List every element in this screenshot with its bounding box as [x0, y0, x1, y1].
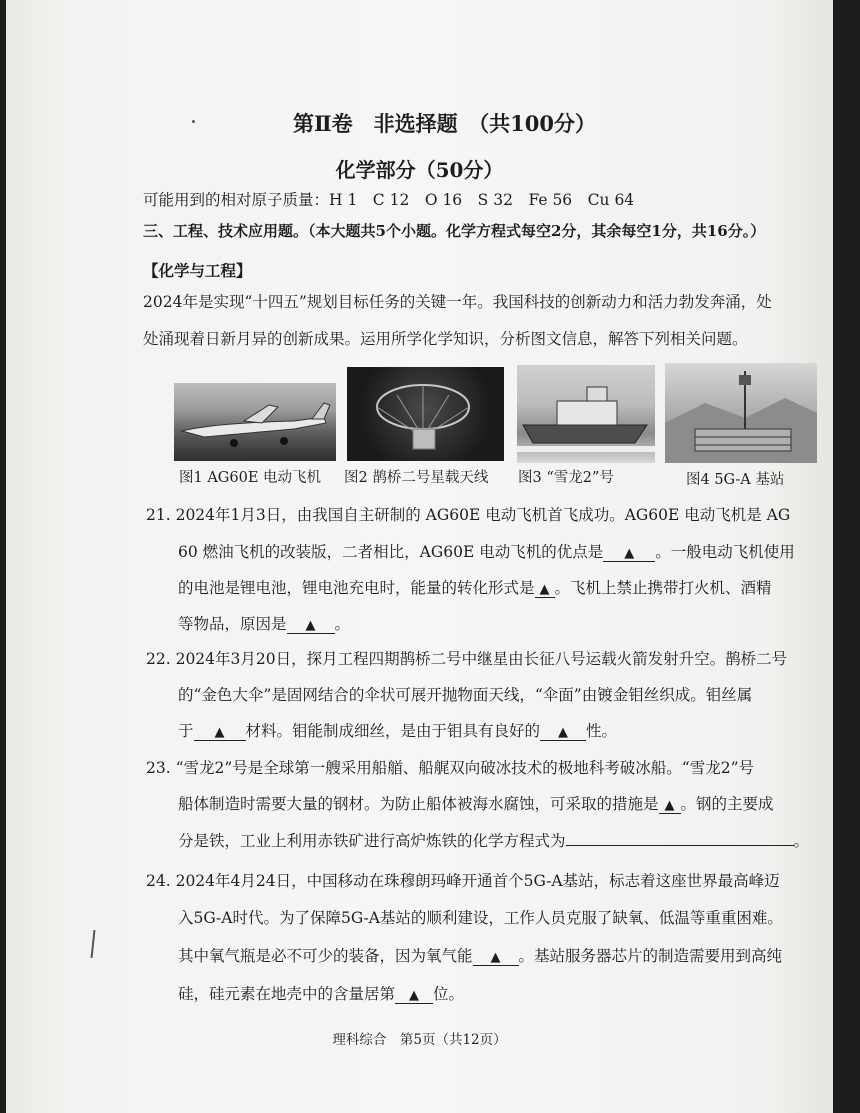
topic-label: 【化学与工程】 [143, 261, 252, 280]
figure-1-caption: 图1 AG60E 电动飞机 [179, 470, 322, 486]
exam-page [6, 0, 833, 1113]
answer-blank[interactable]: ▲ [540, 725, 586, 741]
intro-line-1: 2024年是实现“十四五”规划目标任务的关键一年。我国科技的创新动力和活力勃发奔涌，处 [143, 293, 772, 311]
intro-line-2: 处涌现着日新月异的创新成果。运用所学化学知识，分析图文信息，解答下列相关问题。 [143, 330, 748, 348]
q24-line-4: 硅，硅元素在地壳中的含量居第 ▲ 位。 [178, 985, 465, 1003]
answer-blank[interactable]: ▲ [194, 725, 246, 741]
pen-mark [91, 930, 96, 958]
airplane-photo [174, 383, 336, 461]
base-station-photo [665, 363, 817, 463]
question-group-heading: 三、工程、技术应用题。（本大题共5个小题。化学方程式每空2分，其余每空1分，共16分。） [143, 222, 766, 240]
q24-line-1: 24. 2024年4月24日，中国移动在珠穆朗玛峰开通首个5G-A基站，标志着这座世界最高峰迈 [146, 872, 780, 890]
pen-dot [192, 120, 195, 123]
q23-line-1: 23. “雪龙2”号是全球第一艘采用船艏、船艉双向破冰技术的极地科考破冰船。“雪龙2”号 [146, 759, 754, 777]
answer-blank[interactable]: ▲ [473, 950, 519, 966]
figure-4-caption: 图4 5G-A 基站 [686, 472, 785, 488]
answer-blank[interactable]: ▲ [395, 988, 433, 1004]
base-station-icon [665, 363, 817, 463]
q24-line-2: 入5G-A时代。为了保障5G-A基站的顺利建设，工作人员克服了缺氧、低温等重重困难。 [178, 909, 783, 927]
q22-line-3: 于 ▲ 材料。钼能制成细丝，是由于钼具有良好的 ▲ 性。 [178, 722, 618, 740]
answer-blank[interactable]: ▲ [659, 798, 681, 814]
satellite-icon [347, 367, 504, 461]
figure-2-caption: 图2 鹊桥二号星载天线 [344, 470, 489, 486]
q21-line-3: 的电池是锂电池，锂电池充电时，能量的转化形式是 ▲ 。飞机上禁止携带打火机、酒精 [178, 579, 772, 597]
q22-line-2: 的“金色大伞”是固网结合的伞状可展开抛物面天线，“伞面”由镀金钼丝织成。钼丝属 [178, 686, 753, 704]
icebreaker-ship-photo [517, 365, 655, 463]
page-footer: 理科综合 第5页（共12页） [332, 1032, 507, 1048]
q21-line-2: 60 燃油飞机的改装版，二者相比，AG60E 电动飞机的优点是 ▲ 。一般电动飞机使用 [178, 543, 795, 561]
q24-line-3: 其中氧气瓶是必不可少的装备，因为氧气能 ▲ 。基站服务器芯片的制造需要用到高纯 [178, 947, 783, 965]
answer-blank[interactable]: ▲ [535, 582, 555, 598]
atomic-masses: 可能用到的相对原子质量：H 1 C 12 O 16 S 32 Fe 56 Cu 64 [143, 191, 635, 209]
q21-line-1: 21. 2024年1月3日，由我国自主研制的 AG60E 电动飞机首飞成功。AG60E 电动飞机是 AG [146, 506, 791, 524]
answer-blank[interactable]: ▲ [603, 546, 655, 562]
q22-line-1: 22. 2024年3月20日，探月工程四期鹊桥二号中继星由长征八号运载火箭发射升空。鹊桥二号 [146, 650, 788, 668]
q21-line-4: 等物品，原因是 ▲ 。 [178, 615, 351, 633]
answer-blank[interactable]: ▲ [287, 618, 335, 634]
equation-blank[interactable] [566, 844, 794, 846]
figure-3-caption: 图3 “雪龙2”号 [518, 470, 614, 486]
q23-line-2: 船体制造时需要大量的钢材。为防止船体被海水腐蚀，可采取的措施是 ▲ 。钢的主要成 [178, 795, 774, 813]
q23-line-3: 分是铁，工业上利用赤铁矿进行高炉炼铁的化学方程式为 。 [178, 832, 810, 850]
satellite-antenna-photo [347, 367, 504, 461]
airplane-icon [174, 383, 336, 461]
ship-icon [517, 365, 655, 463]
section-title: 化学部分（50分） [335, 158, 504, 182]
part-title: 第Ⅱ卷 非选择题 （共100分） [292, 111, 597, 136]
